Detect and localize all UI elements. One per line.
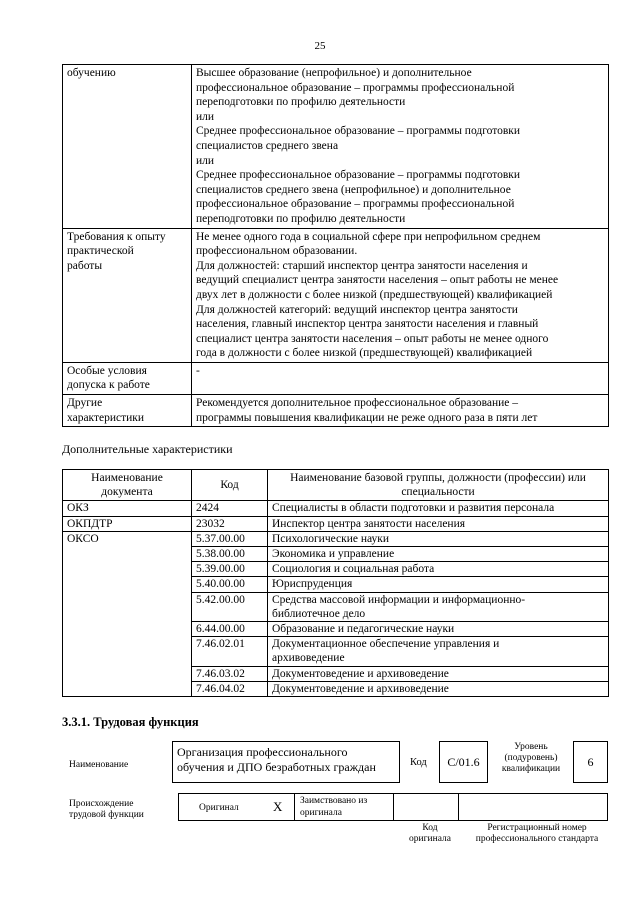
function-code-box: C/01.6	[439, 741, 488, 783]
name-cell	[268, 577, 609, 592]
name-cell	[268, 562, 609, 577]
name-line: Образование и педагогические науки	[272, 623, 455, 636]
requirement-value-line: специалистов среднего звена (непрофильное) и дополнительное	[196, 183, 511, 196]
registration-caption-line: профессионального стандарта	[475, 834, 599, 844]
requirement-value-line: -	[196, 364, 200, 377]
document-cell: ОКПДТР	[63, 516, 192, 531]
requirement-label: Другие	[67, 397, 103, 410]
code-cell: 2424	[192, 501, 268, 516]
origin-check-mark: X	[273, 799, 283, 814]
level-label-line: (подуровень)	[504, 753, 558, 763]
code-cell: 7.46.03.02	[192, 666, 268, 681]
requirement-value-line: ведущий специалист центра занятости населения – опыт работы не менее	[196, 274, 559, 287]
requirement-value-line: Высшее образование (непрофильное) и дополнительное	[196, 67, 472, 79]
name-cell	[268, 637, 609, 666]
requirement-label: допуска к работе	[67, 379, 150, 392]
requirement-value-line: профессиональное образование – программы профессиональной	[196, 81, 515, 94]
code-cell: 5.38.00.00	[192, 547, 268, 562]
table-row	[63, 501, 609, 516]
name-cell	[268, 622, 609, 637]
name-line: Экономика и управление	[272, 548, 395, 561]
requirement-label-cell	[63, 65, 192, 229]
requirement-value-line: Рекомендуется дополнительное профессиональное образование –	[196, 397, 519, 410]
origin-label-line: трудовой функции	[69, 810, 144, 820]
function-name-line: Организация профессионального	[177, 745, 348, 759]
qualification-level-box: 6	[573, 741, 608, 783]
level-label	[497, 742, 565, 775]
requirement-row	[63, 228, 609, 362]
origin-code-caption-line: Код	[422, 823, 438, 833]
name-line: Документоведение и архивоведение	[272, 667, 449, 680]
labor-function-title: 3.3.1. Трудовая функция	[62, 715, 199, 729]
name-cell	[268, 501, 609, 516]
registration-caption-line: Регистрационный номер	[487, 823, 587, 833]
requirement-row	[63, 362, 609, 394]
header-name	[268, 470, 609, 501]
requirement-label-cell	[63, 395, 192, 427]
name-line: архивоведение	[272, 652, 345, 665]
name-line: Социология и социальная работа	[272, 563, 435, 576]
requirement-value-line: специалист центра занятости населения – опыт работы не менее одного	[196, 332, 549, 345]
requirement-value-line: Среднее профессиональное образование – программы подготовки	[196, 125, 521, 138]
requirement-value-cell	[192, 362, 609, 394]
origin-borrowed-line: Заимствовано из	[300, 796, 368, 806]
table-row	[63, 531, 609, 546]
requirement-value-line: переподготовки по профилю деятельности	[196, 96, 406, 109]
requirement-row	[63, 395, 609, 427]
header-document-line: документа	[101, 486, 153, 499]
code-cell: 5.39.00.00	[192, 562, 268, 577]
requirements-table	[62, 64, 609, 427]
requirement-value-cell	[192, 228, 609, 362]
name-cell	[268, 666, 609, 681]
name-line: Психологические науки	[272, 532, 389, 545]
requirement-value-line: двух лет в должности с более низкой (предшествующей) квалификацией	[196, 288, 553, 301]
name-line: Специалисты в области подготовки и развития персонала	[272, 502, 555, 515]
header-document-line: Наименование	[91, 472, 163, 484]
code-cell: 5.40.00.00	[192, 577, 268, 592]
requirement-label: работы	[67, 259, 103, 272]
requirement-value-line: Среднее профессиональное образование – программы подготовки	[196, 169, 521, 182]
requirement-value-line: профессиональном образовании.	[196, 245, 358, 258]
requirement-row	[63, 65, 609, 229]
origin-row	[178, 793, 608, 821]
origin-borrowed-line: оригинала	[300, 808, 342, 818]
additional-characteristics-table	[62, 469, 609, 697]
name-cell	[268, 516, 609, 531]
page-number: 25	[314, 40, 326, 52]
table-row	[63, 516, 609, 531]
name-cell	[268, 531, 609, 546]
name-cell	[268, 547, 609, 562]
requirement-value-line: или	[196, 110, 215, 123]
origin-borrowed-cell	[294, 793, 394, 821]
requirement-label: Особые условия	[67, 364, 147, 377]
code-label: Код	[410, 757, 427, 768]
code-cell: 7.46.04.02	[192, 681, 268, 696]
name-cell	[268, 592, 609, 621]
header-name-line: Наименование базовой группы, должности (профессии) или	[290, 472, 586, 484]
requirement-label: характеристики	[67, 411, 145, 424]
requirement-value-line: специалистов среднего звена	[196, 139, 339, 152]
level-label-line: Уровень	[514, 742, 548, 752]
requirement-value-cell	[192, 65, 609, 229]
registration-caption	[462, 823, 612, 845]
name-line: Юриспруденция	[272, 578, 353, 591]
level-label-line: квалификации	[501, 764, 561, 774]
requirement-value-line: или	[196, 154, 215, 167]
requirement-label: практической	[67, 245, 134, 258]
code-cell: 6.44.00.00	[192, 622, 268, 637]
table-header-row	[63, 470, 609, 501]
requirement-label-cell	[63, 362, 192, 394]
requirement-value-line: Для должностей: старший инспектор центра занятости населения и	[196, 259, 528, 272]
origin-code-caption	[400, 823, 460, 845]
name-line: Документационное обеспечение управления и	[272, 638, 500, 651]
document-cell: ОКСО	[63, 531, 192, 696]
header-document	[63, 470, 192, 501]
requirement-value-line: года в должности с более низкой (предшествующей) квалификацией	[196, 347, 533, 360]
additional-characteristics-title: Дополнительные характеристики	[62, 442, 233, 456]
origin-registration-cell	[458, 793, 608, 821]
code-cell: 23032	[192, 516, 268, 531]
requirement-value-line: переподготовки по профилю деятельности	[196, 212, 406, 225]
function-name-line: обучения и ДПО безработных граждан	[177, 760, 376, 774]
header-name-line: специальности	[401, 486, 475, 499]
requirement-value-line: Не менее одного года в социальной сфере при непрофильном среднем	[196, 230, 541, 243]
name-label: Наименование	[69, 760, 129, 770]
name-line: Инспектор центра занятости населения	[272, 517, 466, 530]
requirement-value-cell	[192, 395, 609, 427]
name-line: Средства массовой информации и информационно-	[272, 593, 526, 606]
requirement-label-cell	[63, 228, 192, 362]
requirement-value-line: профессиональное образование – программы профессиональной	[196, 198, 515, 211]
function-name-box	[172, 741, 400, 783]
requirement-value-line: программы повышения квалификации не реже одного раза в пяти лет	[196, 411, 538, 424]
origin-code-cell	[393, 793, 459, 821]
origin-original-text: Оригинал	[199, 803, 239, 813]
header-code: Код	[192, 470, 268, 501]
name-line: Документоведение и архивоведение	[272, 682, 449, 695]
origin-code-caption-line: оригинала	[409, 834, 451, 844]
requirement-value-line: Для должностей категорий: ведущий инспектор центра занятости	[196, 303, 518, 316]
name-cell	[268, 681, 609, 696]
document-cell: ОКЗ	[63, 501, 192, 516]
code-cell: 5.37.00.00	[192, 531, 268, 546]
requirement-value-line: населения, главный инспектор центра занятости населения и главный	[196, 318, 539, 331]
code-cell: 7.46.02.01	[192, 637, 268, 666]
requirement-label: обучению	[67, 67, 116, 79]
origin-label-line: Происхождение	[69, 799, 134, 809]
name-line: библиотечное дело	[272, 607, 366, 620]
origin-label	[69, 799, 144, 821]
requirement-label: Требования к опыту	[67, 230, 166, 243]
code-cell: 5.42.00.00	[192, 592, 268, 621]
origin-original-cell	[178, 793, 295, 821]
